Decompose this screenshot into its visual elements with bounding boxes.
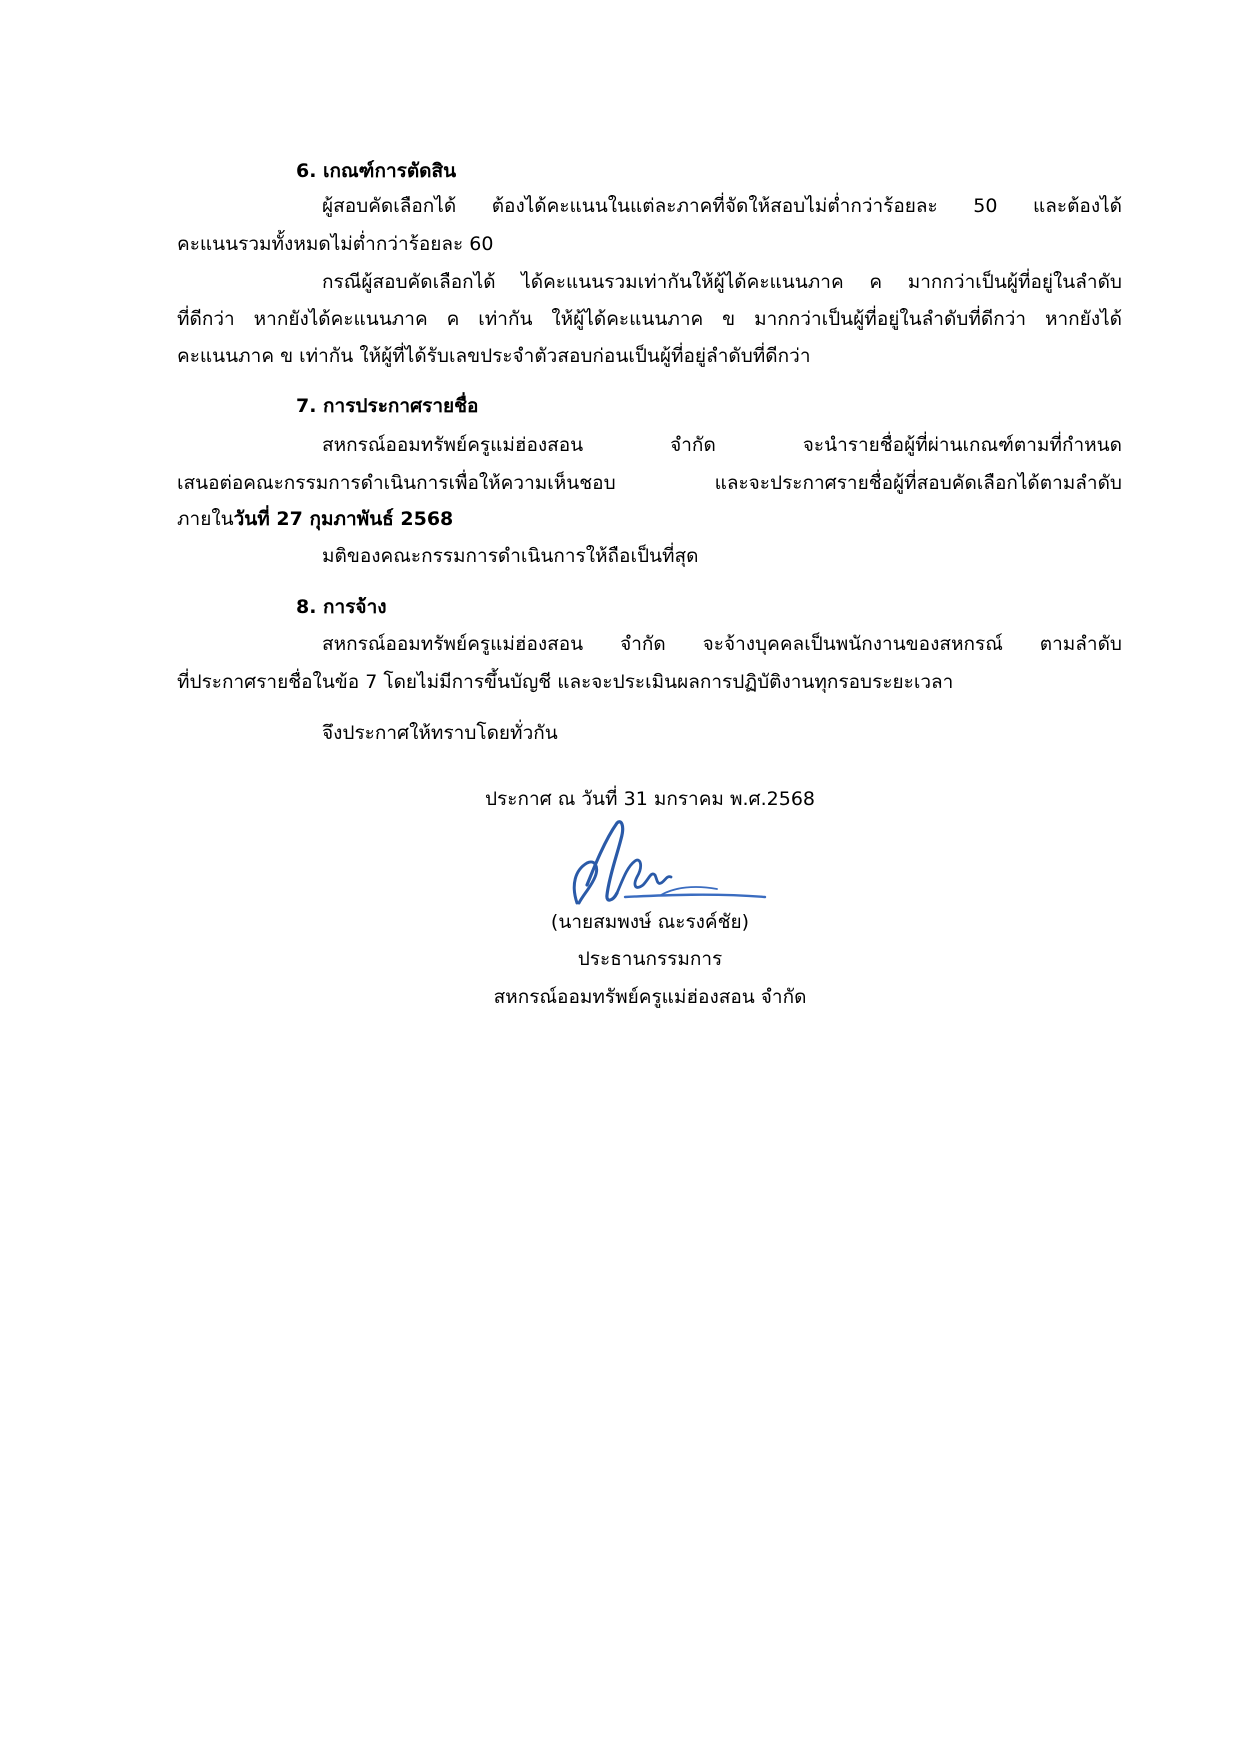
section-8-paragraph-1-line-1: สหกรณ์ออมทรัพย์ครูแม่ฮ่องสอน จำกัด จะจ้างบุคคลเป็นพนักงานของสหกรณ์ ตามลำดับ: [322, 633, 1122, 655]
section-7-paragraph-1-line-2: เสนอต่อคณะกรรมการดำเนินการเพื่อให้ความเห็นชอบ และจะประกาศรายชื่อผู้ที่สอบคัดเลือกได้ตามลำดับ: [177, 472, 1122, 494]
section-6-heading: 6. เกณฑ์การตัดสิน: [296, 160, 457, 182]
section-7-paragraph-2: มติของคณะกรรมการดำเนินการให้ถือเป็นที่สุด: [322, 545, 699, 567]
section-7-heading: 7. การประกาศรายชื่อ: [296, 395, 479, 417]
section-8-heading: 8. การจ้าง: [296, 596, 387, 618]
announcement-date: ประกาศ ณ วันที่ 31 มกราคม พ.ศ.2568: [484, 788, 816, 810]
signer-organization: สหกรณ์ออมทรัพย์ครูแม่ฮ่องสอน จำกัด: [493, 986, 807, 1008]
section-6-paragraph-1-line-1: ผู้สอบคัดเลือกได้ ต้องได้คะแนนในแต่ละภาคที่จัดให้สอบไม่ต่ำกว่าร้อยละ 50 และต้องได้: [322, 195, 1122, 217]
section-6-paragraph-1-line-2: คะแนนรวมทั้งหมดไม่ต่ำกว่าร้อยละ 60: [177, 233, 494, 255]
section-6-paragraph-2-line-1: กรณีผู้สอบคัดเลือกได้ ได้คะแนนรวมเท่ากันให้ผู้ได้คะแนนภาค ค มากกว่าเป็นผู้ที่อยู่ในลำดับ: [322, 271, 1122, 293]
section-7-paragraph-1-line-1: สหกรณ์ออมทรัพย์ครูแม่ฮ่องสอน จำกัด จะนำรายชื่อผู้ที่ผ่านเกณฑ์ตามที่กำหนด: [322, 434, 1122, 456]
section-8-paragraph-1-line-2: ที่ประกาศรายชื่อในข้อ 7 โดยไม่มีการขึ้นบัญชี และจะประเมินผลการปฏิบัติงานทุกรอบระยะเวลา: [177, 671, 954, 693]
closing-statement: จึงประกาศให้ทราบโดยทั่วกัน: [322, 722, 558, 744]
section-6-paragraph-2-line-2: ที่ดีกว่า หากยังได้คะแนนภาค ค เท่ากัน ให้ผู้ได้คะแนนภาค ข มากกว่าเป็นผู้ที่อยู่ในลำดับที่ดีกว่า หากยังได้: [177, 308, 1122, 330]
signature-image: [565, 815, 770, 910]
signer-name: (นายสมพงษ์ ณะรงค์ชัย): [550, 911, 750, 933]
signer-position: ประธานกรรมการ: [577, 948, 723, 970]
section-6-paragraph-2-line-3: คะแนนภาค ข เท่ากัน ให้ผู้ที่ได้รับเลขประจำตัวสอบก่อนเป็นผู้ที่อยู่ลำดับที่ดีกว่า: [177, 345, 811, 367]
section-7-paragraph-1-line-3: [177, 505, 453, 533]
deadline-date: วันที่ 27 กุมภาพันธ์ 2568: [233, 508, 454, 530]
deadline-prefix: ภายใน: [177, 508, 234, 530]
